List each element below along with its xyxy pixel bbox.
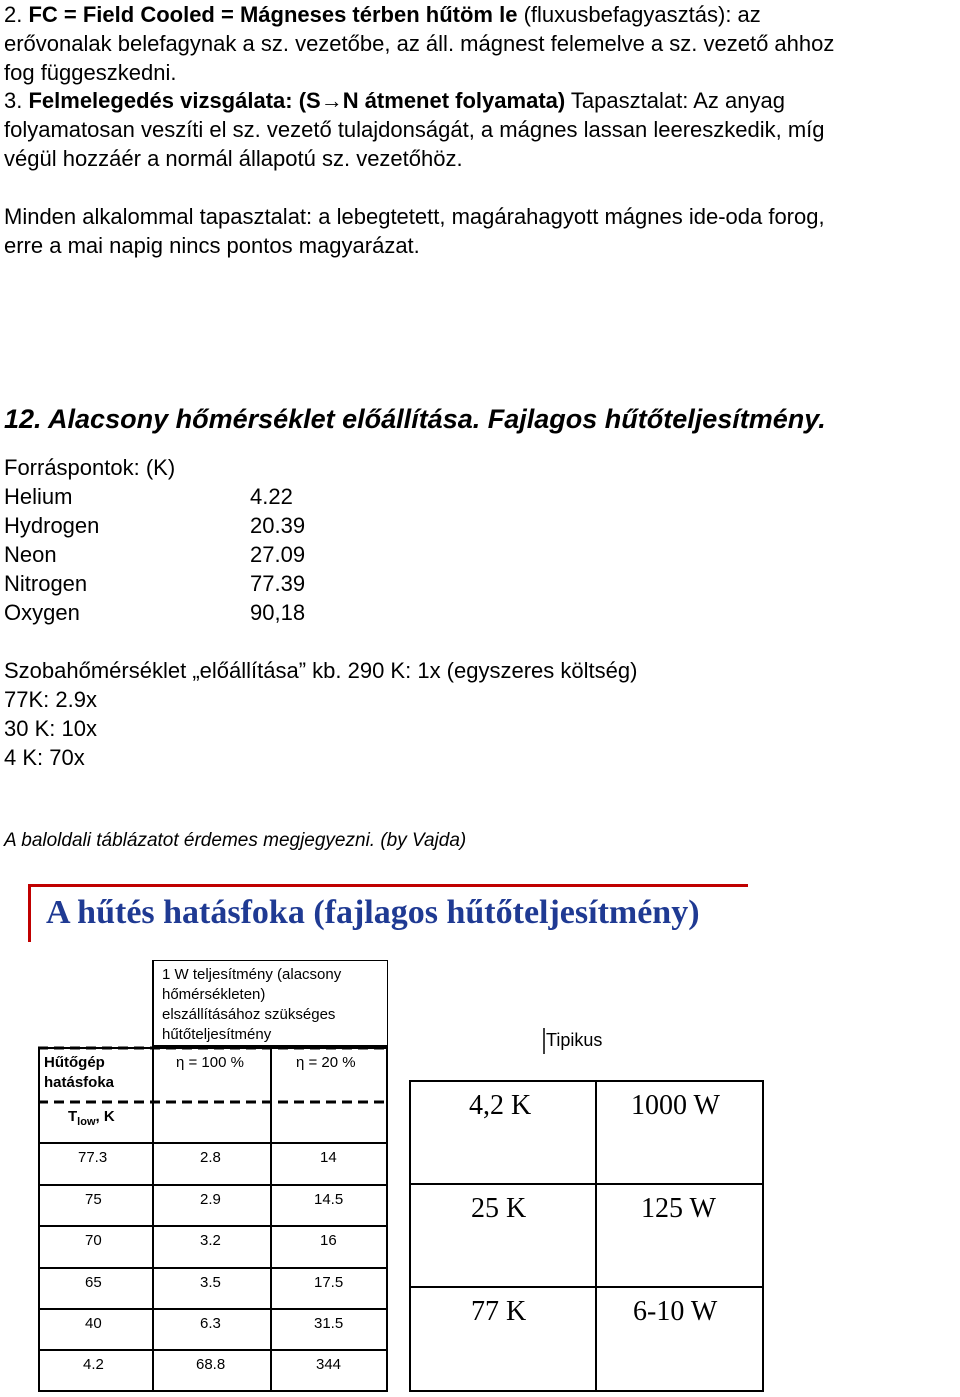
table-cell: 3.2	[200, 1232, 221, 1249]
heating-rest: Tapasztalat: Az anyag	[565, 88, 785, 113]
cost-line: 30 K: 10x	[4, 716, 97, 741]
table-cell: 40	[85, 1315, 102, 1332]
boiling-value: 90,18	[250, 600, 306, 625]
boiling-points-label: Forráspontok: (K)	[4, 455, 176, 480]
tlow-unit: , K	[95, 1108, 115, 1125]
typical-table	[409, 1080, 764, 1392]
memo-note: A baloldali táblázatot érdemes megjegyezni. (by Vajda)	[4, 830, 467, 851]
typical-temp: 77 K	[471, 1296, 527, 1327]
slide-accent-bar	[28, 884, 748, 887]
table-cell: 70	[85, 1232, 102, 1249]
eta-20-header: η = 20 %	[296, 1054, 356, 1071]
list-number: 2.	[4, 2, 29, 27]
cost-line: Szobahőmérséklet „előállítása” kb. 290 K: 1x (egyszeres költség)	[4, 658, 638, 683]
list-number: 3.	[4, 88, 29, 113]
boiling-name: Hydrogen	[4, 513, 100, 538]
para-heating-line-3: végül hozzáér a normál állapotú sz. vezetőhöz.	[4, 146, 463, 171]
boiling-name: Oxygen	[4, 600, 80, 625]
table-cell: 6.3	[200, 1315, 221, 1332]
typical-temp: 4,2 K	[469, 1090, 532, 1121]
tlow-subscript: low	[77, 1116, 96, 1128]
header-desc-line: hűtőteljesítmény	[162, 1026, 272, 1043]
efficiency-table	[38, 960, 388, 1392]
tlow-header	[68, 1108, 115, 1128]
table-cell: 68.8	[196, 1356, 226, 1373]
header-desc-line: 1 W teljesítmény (alacsony	[162, 966, 342, 983]
boiling-value: 77.39	[250, 571, 306, 596]
boiling-value: 27.09	[250, 542, 306, 567]
table-cell: 31.5	[314, 1315, 344, 1332]
para-heating-line-2: folyamatosan veszíti el sz. vezető tulajdonságát, a mágnes lassan leereszkedik, míg	[4, 117, 825, 142]
table-cell: 65	[85, 1274, 102, 1291]
fc-bold-term: FC = Field Cooled = Mágneses térben hűtöm le	[28, 2, 518, 27]
boiling-value: 4.22	[250, 484, 293, 509]
header-desc-line: elszállításához szükséges	[162, 1006, 336, 1023]
boiling-name: Neon	[4, 542, 57, 567]
table-cell: 4.2	[83, 1356, 104, 1373]
table-cell: 17.5	[314, 1274, 344, 1291]
tipikus-label: Tipikus	[546, 1030, 603, 1050]
hutogep-label: hatásfoka	[44, 1074, 115, 1091]
para-rotation-line-2: erre a mai napig nincs pontos magyarázat.	[4, 233, 420, 258]
table-cell: 3.5	[200, 1274, 221, 1291]
eta-100-header: η = 100 %	[176, 1054, 244, 1071]
cost-line: 4 K: 70x	[4, 745, 85, 770]
table-cell: 14.5	[314, 1191, 344, 1208]
table-cell: 77.3	[78, 1149, 108, 1166]
boiling-name: Nitrogen	[4, 571, 88, 596]
header-desc-line: hőmérsékleten)	[162, 986, 266, 1003]
para-fc-line-3: fog függeszkedni.	[4, 60, 177, 85]
cost-line: 77K: 2.9x	[4, 687, 97, 712]
typical-table-grid	[409, 1080, 764, 1392]
slide-title: A hűtés hatásfoka (fajlagos hűtőteljesítmény)	[46, 894, 700, 931]
table-cell: 2.8	[200, 1149, 221, 1166]
table-cell: 75	[85, 1191, 102, 1208]
table-cell: 344	[316, 1356, 342, 1373]
typical-temp: 25 K	[471, 1193, 527, 1224]
typical-power: 125 W	[641, 1193, 716, 1224]
para-fc-line-2: erővonalak belefagynak a sz. vezetőbe, az áll. mágnest felemelve a sz. vezető ahhoz	[4, 31, 835, 56]
table-cell: 16	[320, 1232, 337, 1249]
boiling-name: Helium	[4, 484, 73, 509]
para-rotation-line-1: Minden alkalommal tapasztalat: a lebegtetett, magárahagyott mágnes ide-oda forog,	[4, 204, 825, 229]
para-heating-line-1	[4, 86, 785, 115]
boiling-value: 20.39	[250, 513, 306, 538]
typical-power: 6-10 W	[633, 1296, 718, 1327]
hutogep-label: Hűtőgép	[44, 1054, 105, 1071]
slide-accent-side	[28, 884, 31, 942]
table-cell: 2.9	[200, 1191, 221, 1208]
section-heading: 12. Alacsony hőmérséklet előállítása. Fajlagos hűtőteljesítmény.	[4, 404, 826, 434]
tlow-symbol: T	[68, 1108, 78, 1125]
fc-rest: (fluxusbefagyasztás): az	[517, 2, 761, 27]
heating-bold-term: Felmelegedés vizsgálata: (S→N átmenet folyamata)	[28, 88, 566, 113]
typical-power: 1000 W	[631, 1090, 720, 1121]
table-cell: 14	[320, 1149, 337, 1166]
para-fc-line-1	[4, 0, 761, 29]
